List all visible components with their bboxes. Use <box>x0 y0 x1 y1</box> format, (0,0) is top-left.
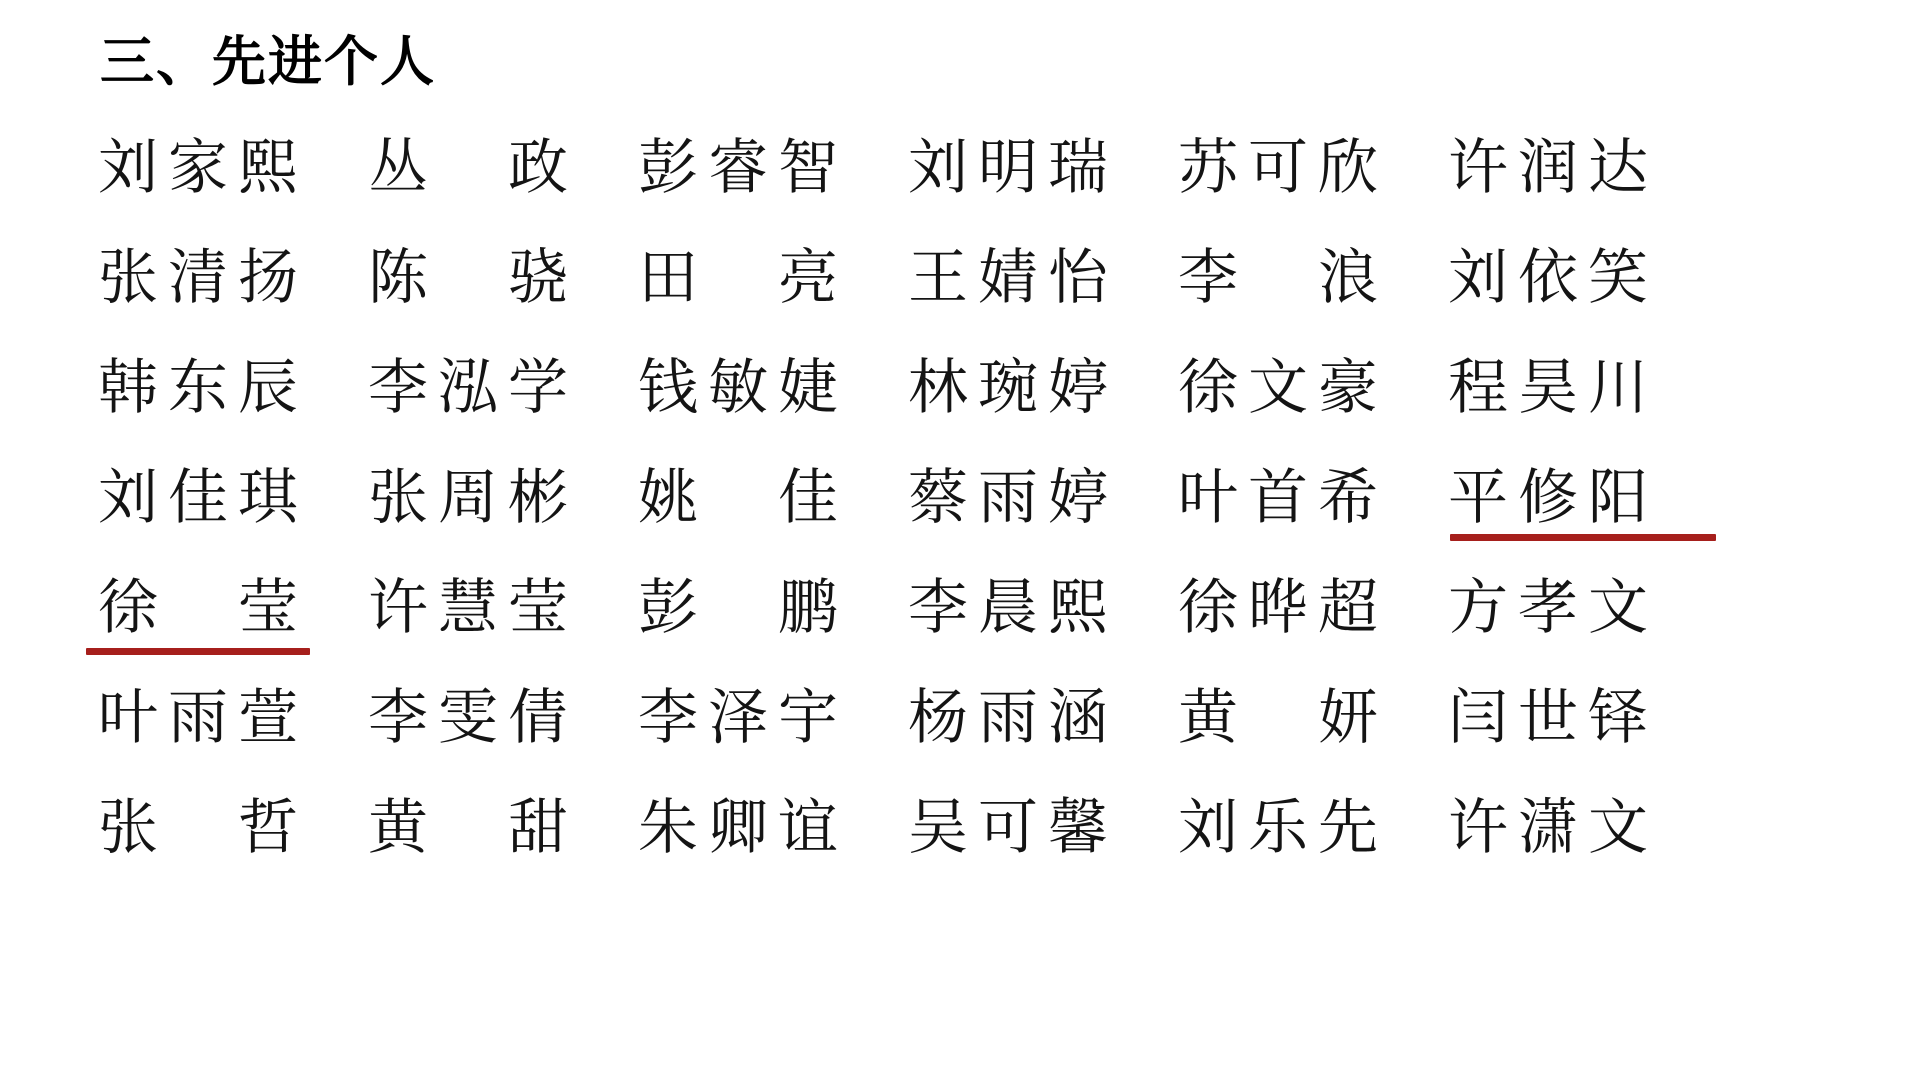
name-entry <box>1448 333 1670 443</box>
name-text: 李雯倩 <box>368 684 568 751</box>
name-text: 张周彬 <box>368 464 568 531</box>
name-entry <box>1178 113 1400 223</box>
name-entry <box>908 773 1130 883</box>
name-entry <box>98 223 320 333</box>
name-text: 杨雨涵 <box>908 684 1108 751</box>
name-entry <box>638 663 860 773</box>
name-entry <box>1178 773 1400 883</box>
name-text: 田亮 <box>638 244 838 311</box>
name-text: 叶首希 <box>1178 464 1378 531</box>
name-entry <box>1178 223 1400 333</box>
name-entry <box>908 333 1130 443</box>
name-entry <box>1178 553 1400 663</box>
name-text: 闫世铎 <box>1448 684 1648 751</box>
name-entry <box>368 113 590 223</box>
name-entry <box>368 333 590 443</box>
name-text: 钱敏婕 <box>638 354 838 421</box>
name-text: 刘家熙 <box>98 134 298 201</box>
name-text: 李泽宇 <box>638 684 838 751</box>
name-entry <box>1178 333 1400 443</box>
name-text: 程昊川 <box>1448 354 1648 421</box>
name-text: 黄妍 <box>1178 684 1378 751</box>
name-text: 李浪 <box>1178 244 1378 311</box>
name-text: 林琬婷 <box>908 354 1108 421</box>
name-text: 许润达 <box>1448 134 1648 201</box>
name-entry <box>1448 223 1670 333</box>
name-text: 徐文豪 <box>1178 354 1378 421</box>
name-entry <box>98 663 320 773</box>
name-entry <box>908 663 1130 773</box>
name-text: 彭鹏 <box>638 574 838 641</box>
name-text: 朱卿谊 <box>638 794 838 861</box>
name-entry <box>98 333 320 443</box>
name-text: 王婧怡 <box>908 244 1108 311</box>
name-entry <box>638 553 860 663</box>
name-entry <box>1448 113 1670 223</box>
name-entry <box>908 113 1130 223</box>
name-entry <box>98 113 320 223</box>
name-entry <box>368 553 590 663</box>
name-text: 徐晔超 <box>1178 574 1378 641</box>
name-entry <box>638 443 860 553</box>
name-entry <box>638 223 860 333</box>
name-text: 叶雨萱 <box>98 684 298 751</box>
name-entry <box>98 553 320 663</box>
name-text: 许慧莹 <box>368 574 568 641</box>
award-name-grid <box>98 113 1860 883</box>
name-text: 刘明瑞 <box>908 134 1108 201</box>
name-entry <box>638 333 860 443</box>
name-text: 张清扬 <box>98 244 298 311</box>
name-text: 方孝文 <box>1448 574 1648 641</box>
name-entry <box>368 223 590 333</box>
name-text: 黄甜 <box>368 794 568 861</box>
name-text: 苏可欣 <box>1178 134 1378 201</box>
name-text: 平修阳 <box>1448 464 1648 531</box>
name-text: 吴可馨 <box>908 794 1108 861</box>
name-text: 李泓学 <box>368 354 568 421</box>
name-text: 刘乐先 <box>1178 794 1378 861</box>
name-text: 刘依笑 <box>1448 244 1648 311</box>
name-text: 徐莹 <box>98 574 298 641</box>
name-entry <box>1448 443 1670 553</box>
name-entry <box>368 773 590 883</box>
name-entry <box>908 443 1130 553</box>
name-text: 许潇文 <box>1448 794 1648 861</box>
name-entry <box>368 443 590 553</box>
name-entry <box>638 773 860 883</box>
name-text: 蔡雨婷 <box>908 464 1108 531</box>
name-text: 刘佳琪 <box>98 464 298 531</box>
name-text: 姚佳 <box>638 464 838 531</box>
name-entry <box>98 443 320 553</box>
name-text: 韩东辰 <box>98 354 298 421</box>
name-entry <box>1448 663 1670 773</box>
name-text: 陈骁 <box>368 244 568 311</box>
name-text: 彭睿智 <box>638 134 838 201</box>
name-entry <box>98 773 320 883</box>
name-text: 李晨熙 <box>908 574 1108 641</box>
name-text: 丛政 <box>368 134 568 201</box>
page-title: 三、先进个人 <box>100 32 436 92</box>
name-entry <box>638 113 860 223</box>
name-entry <box>908 223 1130 333</box>
name-entry <box>1448 553 1670 663</box>
name-entry <box>368 663 590 773</box>
name-entry <box>1448 773 1670 883</box>
name-entry <box>1178 443 1400 553</box>
name-text: 张哲 <box>98 794 298 861</box>
name-entry <box>1178 663 1400 773</box>
name-entry <box>908 553 1130 663</box>
